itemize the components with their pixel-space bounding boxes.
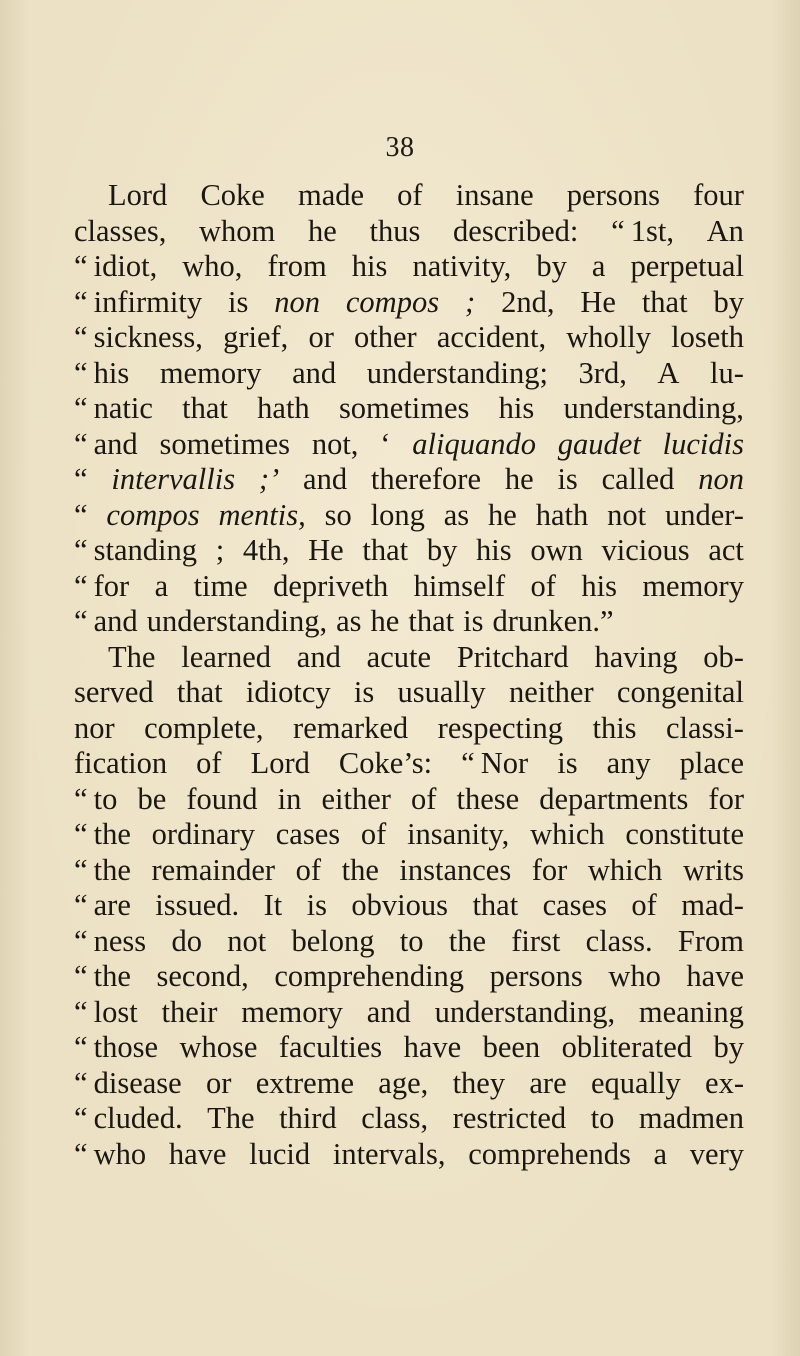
text-line [74, 640, 744, 676]
text-line [74, 1101, 744, 1137]
word: 2nd, [501, 284, 555, 319]
word: “ Nor [461, 746, 529, 780]
italic-word: mentis, [218, 497, 306, 532]
word: that [472, 888, 519, 922]
word: classi- [666, 710, 744, 745]
word: loseth [671, 320, 744, 354]
text-line [74, 356, 744, 392]
word: he [504, 462, 534, 496]
word: persons [489, 959, 583, 993]
word: depriveth [273, 568, 389, 603]
word: sometimes [159, 426, 290, 461]
word: intervals, [332, 1136, 446, 1171]
word: “ [74, 462, 88, 496]
word: therefore [370, 462, 481, 496]
word: issued. [155, 888, 240, 922]
word: 3rd, [578, 355, 627, 390]
word: understanding, [563, 391, 744, 425]
word: is [306, 888, 327, 922]
word: whom [199, 213, 276, 248]
word: second, [156, 959, 249, 993]
text-line [74, 1066, 744, 1102]
word: as [336, 604, 362, 638]
word: who [608, 959, 661, 993]
word: by [713, 284, 744, 319]
text-line [74, 746, 744, 782]
word: “ cluded. [74, 1101, 183, 1135]
word: ex- [705, 1065, 744, 1100]
word: do [171, 923, 202, 958]
word: madmen [638, 1101, 744, 1135]
text-line [74, 427, 744, 463]
word: understanding; [366, 355, 548, 390]
word: “ to [74, 781, 118, 816]
word: very [689, 1136, 744, 1171]
word: “ standing [74, 533, 197, 567]
word: who, [182, 249, 243, 283]
text-line [74, 249, 744, 285]
word: ordinary [151, 817, 255, 851]
text-line [74, 214, 744, 250]
word: is [227, 284, 249, 319]
word: a [653, 1136, 668, 1171]
word: The [207, 1101, 255, 1135]
word: complete, [144, 710, 264, 745]
word: congenital [616, 675, 744, 709]
text-line [74, 817, 744, 853]
word: He [308, 533, 344, 567]
word: time [193, 568, 248, 603]
word: “ [74, 497, 88, 532]
word: been [482, 1030, 541, 1064]
word: of [410, 781, 437, 816]
word: not [227, 923, 267, 958]
word: “ sickness, [74, 320, 203, 354]
word: “ disease [74, 1065, 182, 1100]
word: meaning [638, 994, 744, 1029]
word: have [403, 1030, 462, 1064]
word: his [581, 568, 617, 603]
text-line [74, 1137, 744, 1173]
word: of [631, 888, 657, 922]
word: nor [74, 710, 115, 745]
word: class. [585, 923, 653, 958]
word: memory [241, 994, 343, 1029]
word: “ those [74, 1030, 159, 1064]
text-line [74, 711, 744, 747]
text-line [74, 995, 744, 1031]
word: hath [535, 497, 589, 532]
word: A [657, 355, 680, 390]
word: other [354, 320, 417, 354]
word: described: [453, 213, 579, 248]
word: third [279, 1101, 337, 1135]
word: “ 1st, [611, 213, 674, 248]
word: instances [399, 852, 512, 887]
word: he [307, 213, 337, 248]
italic-word: lucidis [662, 426, 744, 461]
word: “ who [74, 1136, 147, 1171]
word: long [370, 497, 425, 532]
word: is [463, 604, 484, 638]
word: place [679, 746, 744, 780]
text-line [74, 462, 744, 498]
word: under- [664, 497, 744, 532]
word: to [399, 923, 424, 958]
text-line [74, 285, 744, 321]
text-line [74, 320, 744, 356]
word: of [196, 746, 222, 780]
word: “ lost [74, 994, 138, 1029]
word: constitute [625, 817, 744, 851]
word: is [557, 462, 578, 496]
text-line [74, 178, 744, 214]
word: any [606, 746, 651, 780]
word: which [587, 852, 663, 887]
word: that [182, 391, 228, 425]
word: nativity, [412, 249, 512, 283]
text-line [74, 569, 744, 605]
word: or [206, 1065, 232, 1100]
word: It [263, 888, 283, 922]
word: equally [590, 1065, 681, 1100]
word: as [443, 497, 470, 532]
word: are [529, 1065, 567, 1100]
word: a [154, 568, 169, 603]
text-line [74, 782, 744, 818]
text-line [74, 391, 744, 427]
word: “ and [74, 426, 138, 461]
word: cases [542, 888, 607, 922]
word: the [448, 923, 486, 958]
text-line [74, 675, 744, 711]
word: sometimes [338, 391, 470, 425]
word: in [277, 781, 302, 816]
word: that [176, 675, 223, 709]
word: that [408, 604, 455, 638]
word: and [303, 462, 348, 496]
word: perpetual [630, 249, 744, 283]
word: An [706, 213, 744, 248]
word: by [713, 1030, 744, 1064]
word: his [351, 249, 388, 283]
word: departments [539, 781, 689, 816]
word: by [426, 533, 458, 567]
word: memory [159, 355, 262, 390]
word: understanding, [146, 604, 328, 638]
text-line [74, 533, 744, 569]
italic-word: intervallis [111, 462, 236, 496]
word: restricted [452, 1101, 567, 1135]
word: Lord [250, 746, 310, 780]
word: wholly [566, 320, 651, 354]
italic-word: non [698, 462, 744, 496]
word: act [708, 533, 744, 567]
word: comprehending [274, 959, 465, 993]
word: From [677, 923, 744, 958]
word: “ idiot, [74, 249, 158, 283]
word: hath [257, 391, 310, 425]
word: understanding, [434, 994, 616, 1029]
word: Lord [108, 178, 168, 212]
italic-word: aliquando [412, 426, 536, 461]
word: ; [215, 533, 225, 567]
word: Pritchard [456, 639, 569, 674]
word: of [530, 568, 556, 603]
word: to [590, 1101, 615, 1135]
word: he [370, 604, 400, 638]
word: vicious [601, 533, 690, 567]
word: or [308, 320, 334, 354]
word: which [530, 817, 605, 851]
word: lucid [249, 1136, 311, 1171]
word: four [693, 178, 744, 212]
italic-word: compos [106, 497, 200, 532]
word: not [607, 497, 647, 532]
word: “ and [74, 604, 138, 638]
word: He [580, 284, 616, 319]
word: insane [455, 178, 534, 212]
word: age, [378, 1065, 429, 1100]
word: is [353, 675, 375, 709]
word: made [297, 178, 365, 212]
text-line [74, 924, 744, 960]
word: either [321, 781, 391, 816]
text-line [74, 604, 744, 640]
word: idiotcy [245, 675, 331, 709]
word: belong [291, 923, 375, 958]
word: their [161, 994, 218, 1029]
word: obvious [351, 888, 449, 922]
word: of [295, 852, 322, 887]
italic-word: non [274, 284, 320, 319]
word: found [186, 781, 258, 816]
word: writs [682, 852, 744, 887]
word: obliterated [561, 1030, 693, 1064]
word: “ his [74, 355, 130, 390]
word: ob- [703, 639, 744, 674]
word: from [267, 249, 327, 283]
word: cases [275, 817, 341, 851]
word: of [397, 178, 423, 212]
word: and [366, 994, 411, 1029]
word: have [168, 1136, 227, 1171]
word: his [498, 391, 535, 425]
word: faculties [278, 1030, 383, 1064]
word: “ for [74, 568, 130, 603]
word: ‘ [380, 426, 391, 461]
word: that [641, 284, 688, 319]
word: a [591, 249, 606, 283]
word: not, [311, 426, 359, 461]
word: extreme [255, 1065, 354, 1100]
word: own [530, 533, 583, 567]
word: these [456, 781, 520, 816]
text-line [74, 498, 744, 534]
word: be [137, 781, 167, 816]
word: “ infirmity [74, 284, 203, 319]
word: classes, [74, 213, 167, 248]
word: comprehends [468, 1136, 631, 1171]
word: and [296, 639, 341, 674]
word: he [488, 497, 517, 532]
word: Coke [200, 178, 265, 212]
word: usually [397, 675, 486, 709]
word: memory [642, 568, 744, 603]
italic-word: gaudet [557, 426, 641, 461]
word: drunken.” [492, 604, 614, 638]
word: persons [566, 178, 660, 212]
word: that [362, 533, 409, 567]
text-line [74, 888, 744, 924]
text-line [74, 853, 744, 889]
word: acute [366, 639, 431, 674]
word: “ the [74, 817, 131, 851]
word: thus [369, 213, 421, 248]
word: first [511, 923, 561, 958]
text-line [74, 1030, 744, 1066]
word: grief, [223, 320, 289, 354]
word: 4th, [242, 533, 290, 567]
word: “ are [74, 888, 131, 922]
word: for [708, 781, 744, 816]
word: The [108, 639, 156, 674]
word: they [452, 1065, 506, 1100]
word: his [476, 533, 512, 567]
word: remainder [151, 852, 276, 887]
word: whose [179, 1030, 258, 1064]
word: the [341, 852, 379, 887]
word: insanity, [407, 817, 510, 851]
word: Coke’s: [338, 746, 433, 780]
italic-word: ; [464, 284, 476, 319]
word: fication [74, 746, 168, 780]
word: himself [413, 568, 506, 603]
word: having [594, 639, 678, 674]
word: this [592, 710, 637, 745]
word: and [292, 355, 337, 390]
word: class, [361, 1101, 429, 1135]
word: “ the [74, 959, 131, 993]
word: “ ness [74, 923, 147, 958]
page-number: 38 [385, 132, 415, 163]
word: accident, [436, 320, 547, 354]
word: of [360, 817, 387, 851]
italic-word: ;’ [258, 462, 280, 496]
word: remarked [293, 710, 409, 745]
word: neither [508, 675, 594, 709]
italic-word: compos [345, 284, 440, 319]
word: by [536, 249, 567, 283]
word: for [531, 852, 568, 887]
word: “ natic [74, 391, 153, 425]
word: learned [181, 639, 271, 674]
word: so [324, 497, 352, 532]
word: served [74, 675, 154, 709]
text-line [74, 959, 744, 995]
body-text [74, 178, 744, 1172]
word: mad- [681, 888, 744, 922]
word: is [557, 746, 578, 780]
word: lu- [710, 355, 744, 390]
word: called [601, 462, 675, 496]
word: “ the [74, 852, 131, 887]
word: respecting [437, 710, 563, 745]
word: have [686, 959, 744, 993]
